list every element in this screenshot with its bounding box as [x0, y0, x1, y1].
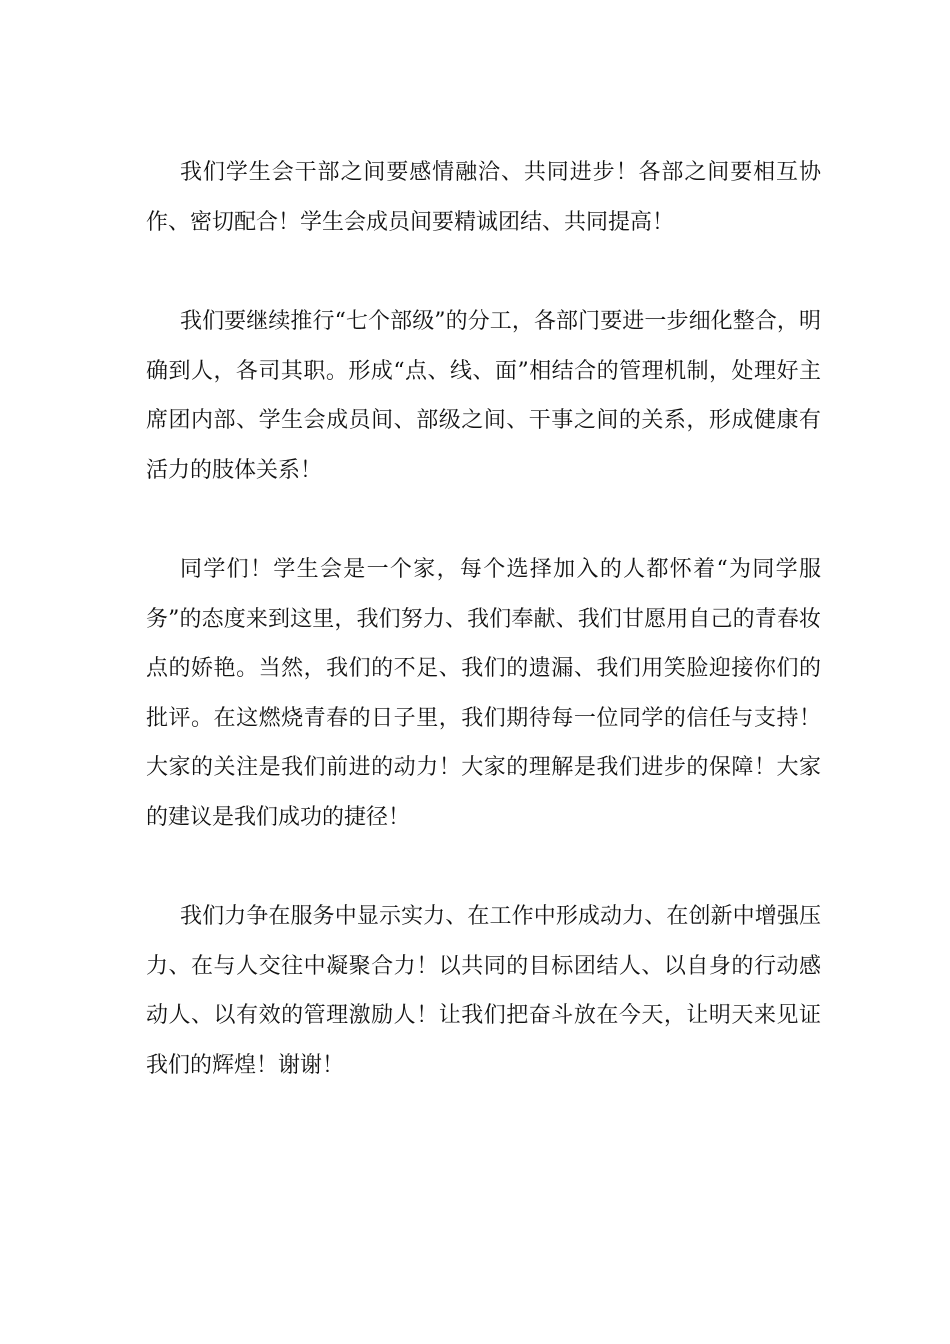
- paragraph-3: 同学们！学生会是一个家，每个选择加入的人都怀着“为同学服务”的态度来到这里，我们努力、我们奉献、我们甘愿用自己的青春妆点的娇艳。当然，我们的不足、我们的遗漏、我们用笑脸迎接你们的批评。在这燃烧青春的日子里，我们期待每一位同学的信任与支持！大家的关注是我们前进的动力！大家的理解是我们进步的保障！大家的建议是我们成功的捷径！: [146, 557, 821, 830]
- paragraph-1: 我们学生会干部之间要感情融洽、共同进步！各部之间要相互协作、密切配合！学生会成员间要精诚团结、共同提高！: [146, 160, 821, 235]
- paragraph-4: 我们力争在服务中显示实力、在工作中形成动力、在创新中增强压力、在与人交往中凝聚合力！以共同的目标团结人、以自身的行动感动人、以有效的管理激励人！让我们把奋斗放在今天，让明天来见证我们的辉煌！谢谢！: [146, 904, 821, 1078]
- document-body: [146, 148, 821, 1090]
- paragraph-2: 我们要继续推行“七个部级”的分工，各部门要进一步细化整合，明确到人，各司其职。形成“点、线、面”相结合的管理机制，处理好主席团内部、学生会成员间、部级之间、干事之间的关系，形成健康有活力的肢体关系！: [146, 309, 821, 483]
